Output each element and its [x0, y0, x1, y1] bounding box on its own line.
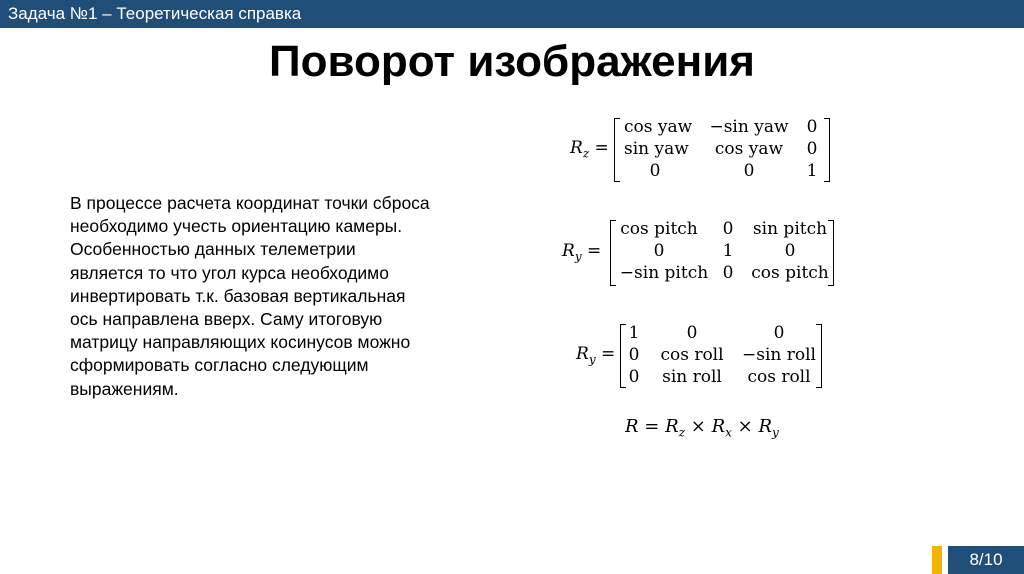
body-line: инвертировать т.к. базовая вертикальная: [70, 285, 406, 306]
matrix-cell: cos roll: [747, 367, 811, 387]
matrix-cell: 0: [628, 345, 640, 365]
body-line: В процессе расчета координат точки сброса: [70, 193, 430, 213]
matrix-ry-pitch: [562, 216, 852, 288]
matrix-cell: cos pitch: [751, 263, 829, 283]
matrix-cell: 0: [653, 241, 665, 261]
matrix-cell: 1: [628, 323, 640, 343]
matrix-cell: −sin pitch: [619, 263, 709, 283]
matrix-rz-lhs: $R_z$ =: [570, 138, 609, 161]
matrix-cell: 0: [743, 161, 755, 181]
matrix-cell: 0: [784, 241, 796, 261]
matrix-cell: cos yaw: [624, 117, 693, 137]
matrix-cell: 0: [722, 263, 734, 283]
slide-title: Поворот изображения: [269, 37, 755, 86]
matrix-cell: −sin roll: [742, 345, 816, 365]
matrix-cell: sin yaw: [624, 139, 689, 159]
bracket-right: [816, 324, 822, 388]
header-bar: [0, 0, 1024, 28]
matrix-cell: 0: [628, 367, 640, 387]
body-line: ось направлена вверх. Саму итоговую: [70, 309, 383, 330]
matrix-cell: 0: [773, 323, 785, 343]
body-line: Особенностью данных телеметрии: [70, 239, 356, 260]
matrix-cell: cos pitch: [620, 219, 698, 239]
body-line: является то что угол курса необходимо: [70, 262, 389, 283]
matrix-cell: 0: [649, 161, 661, 181]
matrix-cell: 0: [686, 323, 698, 343]
matrix-ry-roll-lhs: $R_y$ =: [576, 344, 616, 367]
matrix-cell: 0: [722, 219, 734, 239]
matrix-cell: sin pitch: [752, 219, 828, 239]
matrix-cell: cos yaw: [714, 139, 784, 159]
bracket-left: [614, 118, 620, 182]
body-line: необходимо учесть ориентацию камеры.: [70, 216, 403, 237]
bracket-right: [828, 220, 834, 286]
section-title: Задача №1 – Теоретическая справка: [8, 4, 302, 23]
final-formula: $R = R_z \times R_x \times R_y$: [625, 416, 779, 440]
body-line: матрицу направляющих косинусов можно: [70, 332, 411, 353]
matrix-cell: sin roll: [662, 367, 722, 387]
bracket-right: [824, 118, 830, 182]
matrix-cell: 0: [806, 139, 818, 159]
body-line: сформировать согласно следующим: [70, 355, 369, 376]
matrix-cell: 0: [806, 117, 818, 137]
matrix-ry-pitch-lhs: $R_y$ =: [562, 241, 602, 264]
matrix-cell: cos roll: [660, 345, 724, 365]
matrix-cell: 1: [806, 161, 818, 181]
matrix-cell: 1: [722, 241, 734, 261]
body-line: выражениям.: [70, 378, 179, 399]
matrix-ry-roll: [576, 320, 846, 390]
page-accent-bar: [932, 546, 942, 574]
page-indicator: 8/10: [948, 546, 1024, 574]
matrix-cell: −sin yaw: [709, 117, 789, 137]
body-paragraph: [70, 192, 490, 401]
matrix-rz: [570, 114, 840, 184]
